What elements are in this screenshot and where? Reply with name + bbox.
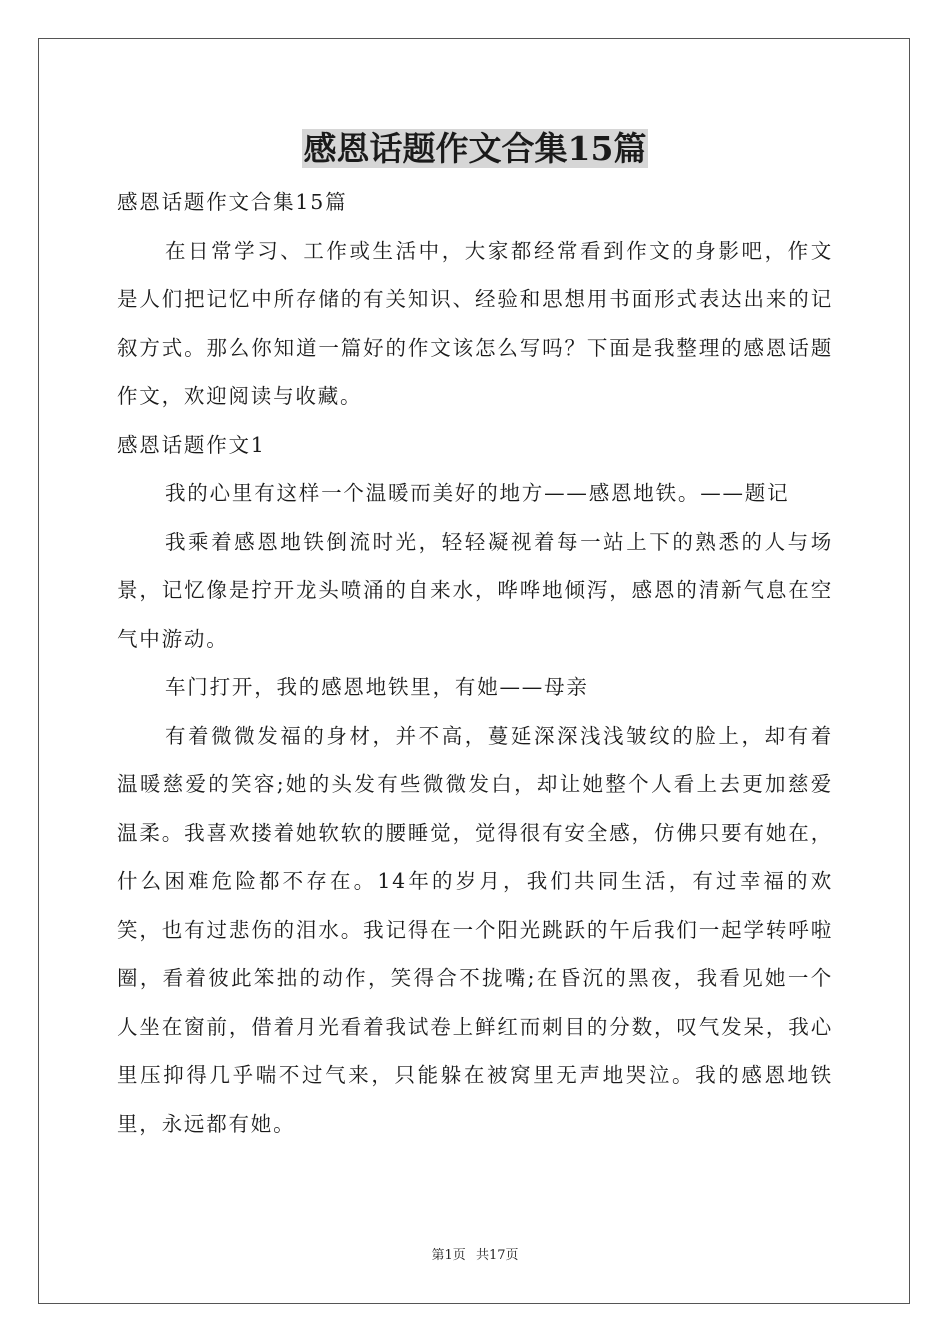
total-pages: 共17页 <box>475 1248 519 1263</box>
page-number: 第1页 <box>431 1248 466 1263</box>
body-paragraph: 我乘着感恩地铁倒流时光，轻轻凝视着每一站上下的熟悉的人与场景，记忆像是拧开龙头喷涌的自来水，哗哗地倾泻，感恩的清新气息在空气中游动。 <box>117 529 833 651</box>
page-footer <box>0 1247 950 1265</box>
subtitle-line: 感恩话题作文合集15篇 <box>117 190 348 214</box>
section-heading: 感恩话题作文1 <box>117 432 266 457</box>
body-paragraph: 车门打开，我的感恩地铁里，有她——母亲 <box>165 675 589 699</box>
body-paragraph: 有着微微发福的身材，并不高，蔓延深深浅浅皱纹的脸上，却有着温暖慈爱的笑容;她的头发有些微微发白，却让她整个人看上去更加慈爱温柔。我喜欢搂着她软软的腰睡觉，觉得很有安全感，仿佛只要有她在，什么困难危险都不存在。14年的岁月，我们共同生活，有过幸福的欢笑，也有过悲伤的泪水。我记得在一个阳光跳跃的午后我们一起学转呼啦圈，看着彼此笨拙的动作，笑得合不拢嘴;在昏沉的黑夜，我看见她一个人坐在窗前，借着月光看着我试卷上鲜红而刺目的分数，叹气发呆，我心里压抑得几乎喘不过气来，只能躲在被窝里无声地哭泣。我的感恩地铁里，永远都有她。 <box>117 723 833 1136</box>
body-paragraph: 我的心里有这样一个温暖而美好的地方——感恩地铁。——题记 <box>165 481 790 505</box>
document-body <box>117 178 833 1148</box>
intro-paragraph: 在日常学习、工作或生活中，大家都经常看到作文的身影吧，作文是人们把记忆中所存储的有关知识、经验和思想用书面形式表达出来的记叙方式。那么你知道一篇好的作文该怎么写吗？下面是我整理的感恩话题作文，欢迎阅读与收藏。 <box>117 238 833 408</box>
document-title-text: 感恩话题作文合集15篇 <box>303 129 647 168</box>
document-title <box>0 126 950 172</box>
